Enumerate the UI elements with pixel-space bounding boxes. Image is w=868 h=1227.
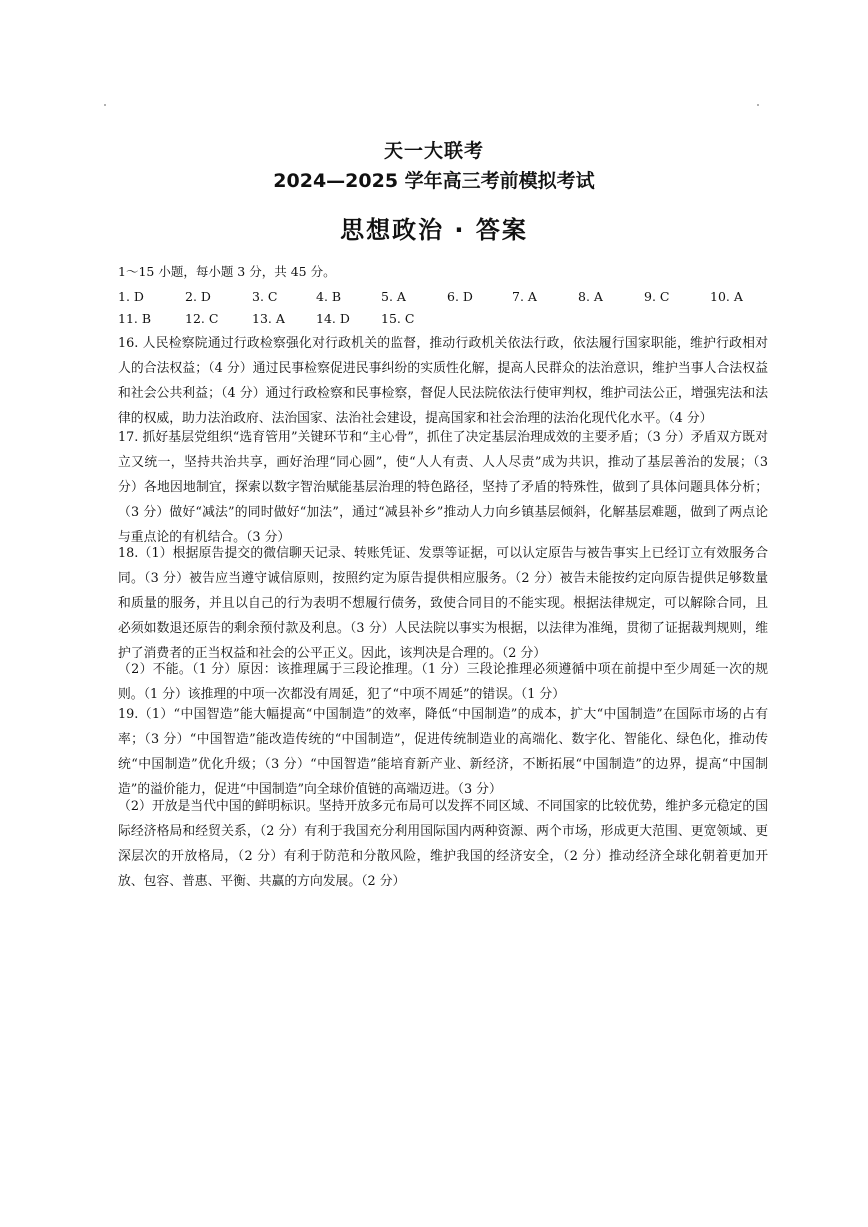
answer-item: 2. D (185, 289, 211, 304)
answer-q17: 17. 抓好基层党组织“选育管用”关键环节和“主心骨”，抓住了决定基层治理成效的主要矛盾；（3 分）矛盾双方既对立又统一，坚持共治共享，画好治理“同心圆”，使“人人有责、人人尽责”成为共识，推动了基层善治的发展；（3 分）各地因地制宜，探索以数字智治赋能基层治理的特色路径，坚持了矛盾的特殊性，做到了具体问题具体分析；（3 分）做好“减法”的同时做好“加法”，通过“减县补乡”推动人力向乡镇基层倾斜，化解基层难题，做到了两点论与重点论的有机结合。（3 分） (118, 430, 768, 545)
answer-item: 12. C (185, 311, 219, 326)
answer-q18-part1: 18.（1）根据原告提交的微信聊天记录、转账凭证、发票等证据，可以认定原告与被告事实上已经订立有效服务合同。（3 分）被告应当遵守诚信原则，按照约定为原告提供相应服务。（2 分）被告未能按约定向原告提供足够数量和质量的服务，并且以自己的行为表明不想履行债务，致使合同目的不能实现。根据法律规定，可以解除合同，且必须如数退还原告的剩余预付款及利息。（3 分）人民法院以事实为根据，以法律为准绳，贯彻了证据裁判规则，维护了消费者的正当权益和社会的公平正义。因此，该判决是合理的。（2 分） (118, 546, 768, 661)
answer-item: 3. C (252, 289, 278, 304)
answer-item: 6. D (447, 289, 473, 304)
answer-item: 11. B (118, 311, 152, 326)
answer-item: 7. A (512, 289, 537, 304)
scan-speck (757, 104, 759, 106)
answer-item: 15. C (381, 311, 415, 326)
exam-organizer: 天一大联考 (383, 140, 484, 162)
answer-row-1 (118, 289, 758, 307)
answer-q19-part2: （2）开放是当代中国的鲜明标识。坚持开放多元布局可以发挥不同区域、不同国家的比较优势，维护多元稳定的国际经济格局和经贸关系，（2 分）有利于我国充分利用国际国内两种资源、两个市场，形成更大范围、更宽领域、更深层次的开放格局，（2 分）有利于防范和分散风险，维护我国的经济安全，（2 分）推动经济全球化朝着更加开放、包容、普惠、平衡、共赢的方向发展。（2 分） (118, 799, 768, 889)
answer-item: 4. B (316, 289, 342, 304)
answer-item: 1. D (118, 289, 144, 304)
answer-q19-part1: 19.（1）“中国智造”能大幅提高“中国制造”的效率，降低“中国制造”的成本，扩大“中国制造”在国际市场的占有率；（3 分）“中国智造”能改造传统的“中国制造”，促进传统制造业的高端化、数字化、智能化、绿色化，推动传统“中国制造”优化升级；（3 分）“中国智造”能培育新产业、新经济，不断拓展“中国制造”的边界，提高“中国制造”的溢价能力，促进“中国制造”向全球价值链的高端迈进。（3 分） (118, 707, 768, 797)
answer-q18-part2: （2）不能。（1 分）原因：该推理属于三段论推理。（1 分）三段论推理必须遵循中项在前提中至少周延一次的规则。（1 分）该推理的中项一次都没有周延，犯了“中项不周延”的错误。（1 分） (118, 662, 768, 702)
subject-title: 思想政治 · 答案 (340, 216, 528, 244)
scan-speck (104, 104, 106, 106)
answer-item: 14. D (316, 311, 350, 326)
answer-item: 5. A (381, 289, 406, 304)
answer-item: 13. A (252, 311, 285, 326)
answer-item: 10. A (710, 289, 743, 304)
choice-intro: 1～15 小题，每小题 3 分，共 45 分。 (118, 264, 336, 279)
answer-item: 8. A (578, 289, 603, 304)
answer-row-2 (118, 311, 758, 329)
exam-title: 2024—2025 学年高三考前模拟考试 (273, 170, 595, 192)
answer-q16: 16. 人民检察院通过行政检察强化对行政机关的监督，推动行政机关依法行政，依法履行国家职能，维护行政相对人的合法权益；（4 分）通过民事检察促进民事纠纷的实质性化解，提高人民群众的法治意识，维护当事人合法权益和社会公共利益；（4 分）通过行政检察和民事检察，督促人民法院依法行使审判权，维护司法公正，增强宪法和法律的权威，助力法治政府、法治国家、法治社会建设，提高国家和社会治理的法治化现代化水平。（4 分） (118, 336, 768, 426)
answer-item: 9. C (644, 289, 670, 304)
